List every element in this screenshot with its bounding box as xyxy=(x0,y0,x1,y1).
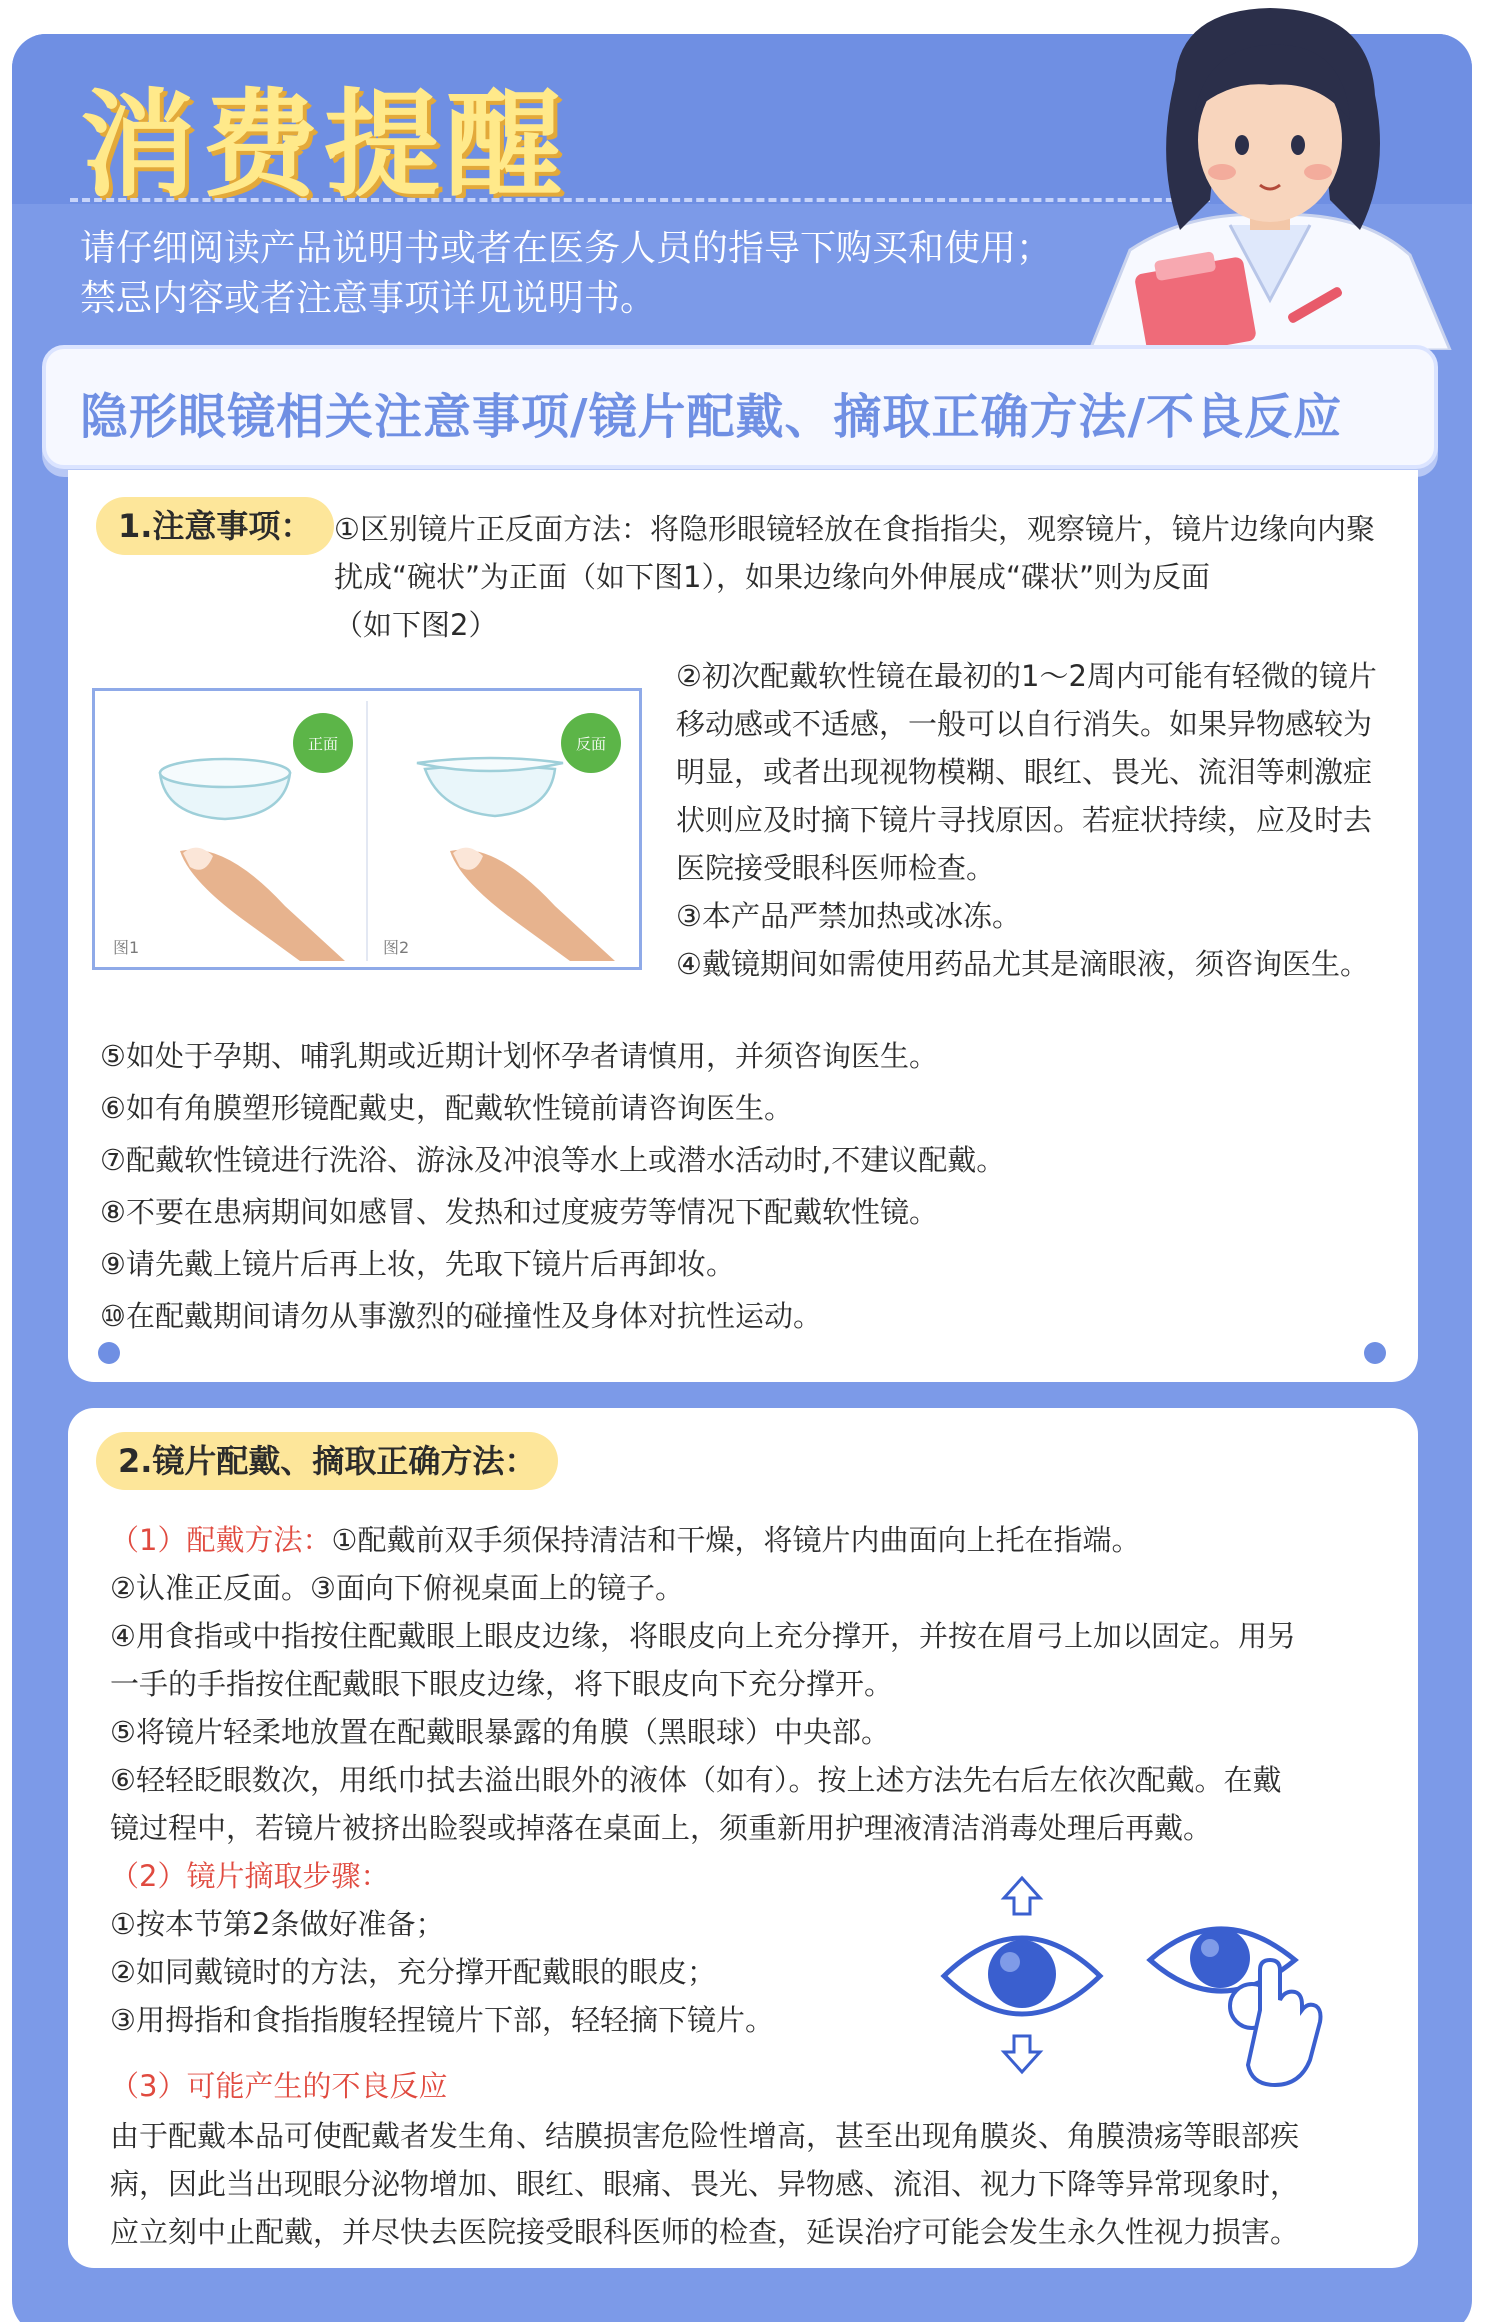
precaution-3: ③本产品严禁加热或冰冻。 xyxy=(676,899,1021,933)
wear-step-6-line-2: 镜过程中，若镜片被挤出睑裂或掉落在桌面上，须重新用护理液清洁消毒处理后再戴。 xyxy=(110,1811,1213,1845)
precaution-8: ⑧不要在患病期间如感冒、发热和过度疲劳等情况下配戴软性镜。 xyxy=(100,1195,938,1229)
up-arrow-icon xyxy=(1004,1878,1040,1914)
removal-step-3: ③用拇指和食指指腹轻捏镜片下部，轻轻摘下镜片。 xyxy=(110,2003,774,2037)
wear-step-6-line-1: ⑥轻轻眨眼数次，用纸巾拭去溢出眼外的液体（如有）。按上述方法先右后左依次配戴。在戴 xyxy=(110,1763,1282,1797)
saucer-lens-illustration xyxy=(417,758,615,961)
precaution-9: ⑨请先戴上镜片后再上妆，先取下镜片后再卸妆。 xyxy=(100,1247,735,1281)
precaution-1-line-2: 扰成“碗状”为正面（如下图1），如果边缘向外伸展成“碟状”则为反面 xyxy=(334,560,1211,594)
precaution-6: ⑥如有角膜塑形镜配戴史，配戴软性镜前请咨询医生。 xyxy=(100,1091,793,1125)
precaution-2-line-5: 医院接受眼科医师检查。 xyxy=(676,851,996,885)
figure-2-caption: 图2 xyxy=(383,938,410,957)
bowl-lens-illustration xyxy=(160,759,345,961)
precaution-7: ⑦配戴软性镜进行洗浴、游泳及冲浪等水上或潜水活动时,不建议配戴。 xyxy=(100,1143,1006,1177)
front-badge-label: 正面 xyxy=(307,735,339,753)
lens-figure-svg xyxy=(95,691,639,967)
wear-method-line-1 xyxy=(110,1516,1140,1564)
removal-steps-label: （2）镜片摘取步骤： xyxy=(110,1859,390,1893)
card-dot-right xyxy=(1364,1342,1386,1364)
removal-step-2: ②如同戴镜时的方法，充分撑开配戴眼的眼皮； xyxy=(110,1955,716,1989)
removal-step-1: ①按本节第2条做好准备； xyxy=(110,1907,445,1941)
wear-step-2-3: ②认准正反面。③面向下俯视桌面上的镜子。 xyxy=(110,1571,684,1605)
wear-remove-heading: 2.镜片配戴、摘取正确方法： xyxy=(96,1432,558,1490)
down-arrow-icon xyxy=(1004,2036,1040,2072)
wear-step-4-line-1: ④用食指或中指按住配戴眼上眼皮边缘，将眼皮向上充分撑开，并按在眉弓上加以固定。用另 xyxy=(110,1619,1296,1653)
topic-banner-text: 隐形眼镜相关注意事项/镜片配戴、摘取正确方法/不良反应 xyxy=(80,389,1343,445)
precaution-2-line-3: 明显，或者出现视物模糊、眼红、畏光、流泪等刺激症 xyxy=(676,755,1373,789)
precaution-5: ⑤如处于孕期、哺乳期或近期计划怀孕者请慎用，并须咨询医生。 xyxy=(100,1039,938,1073)
back-badge-label: 反面 xyxy=(575,735,607,753)
eye-open-icon xyxy=(944,1938,1100,2014)
intro-text xyxy=(80,224,1052,324)
precaution-2-line-2: 移动感或不适感，一般可以自行消失。如果异物感较为 xyxy=(676,707,1373,741)
precaution-2-line-1: ②初次配戴软性镜在最初的1～2周内可能有轻微的镜片 xyxy=(676,659,1377,693)
card-dot-left xyxy=(98,1342,120,1364)
wear-step-4-line-2: 一手的手指按住配戴眼下眼皮边缘，将下眼皮向下充分撑开。 xyxy=(110,1667,894,1701)
precaution-10: ⑩在配戴期间请勿从事激烈的碰撞性及身体对抗性运动。 xyxy=(100,1299,822,1333)
dashed-divider xyxy=(70,198,1210,202)
adverse-reactions-label: （3）可能产生的不良反应 xyxy=(110,2069,448,2103)
lens-orientation-figure xyxy=(92,688,642,970)
wear-step-5: ⑤将镜片轻柔地放置在配戴眼暴露的角膜（黑眼球）中央部。 xyxy=(110,1715,890,1749)
wear-step-1: ①配戴前双手须保持清洁和干燥，将镜片内曲面向上托在指端。 xyxy=(331,1523,1141,1557)
intro-line-1: 请仔细阅读产品说明书或者在医务人员的指导下购买和使用； xyxy=(80,228,1053,269)
wear-method-label: （1）配戴方法： xyxy=(110,1523,332,1557)
page-title: 消费提醒 xyxy=(80,78,568,213)
precaution-1-line-1: ①区别镜片正反面方法：将隐形眼镜轻放在食指指尖，观察镜片，镜片边缘向内聚 xyxy=(334,512,1375,546)
precaution-2-line-4: 状则应及时摘下镜片寻找原因。若症状持续，应及时去 xyxy=(676,803,1373,837)
adverse-line-2: 病，因此当出现眼分泌物增加、眼红、眼痛、畏光、异物感、流泪、视力下降等异常现象时， xyxy=(110,2167,1300,2201)
intro-line-2: 禁忌内容或者注意事项详见说明书。 xyxy=(80,278,657,319)
adverse-line-3: 应立刻中止配戴，并尽快去医院接受眼科医师的检查，延误治疗可能会发生永久性视力损害。 xyxy=(110,2215,1300,2249)
precaution-1-line-3: （如下图2） xyxy=(334,608,498,642)
doctor-illustration xyxy=(1070,0,1470,350)
eye-lens-removal-icon xyxy=(1150,1928,1321,2085)
figure-1-caption: 图1 xyxy=(113,938,140,957)
eye-removal-illustration xyxy=(930,1860,1350,2090)
adverse-line-1: 由于配戴本品可使配戴者发生角、结膜损害危险性增高，甚至出现角膜炎、角膜溃疡等眼部疾 xyxy=(110,2119,1300,2153)
precautions-heading: 1.注意事项： xyxy=(96,497,334,555)
precaution-4: ④戴镜期间如需使用药品尤其是滴眼液，须咨询医生。 xyxy=(676,947,1369,981)
